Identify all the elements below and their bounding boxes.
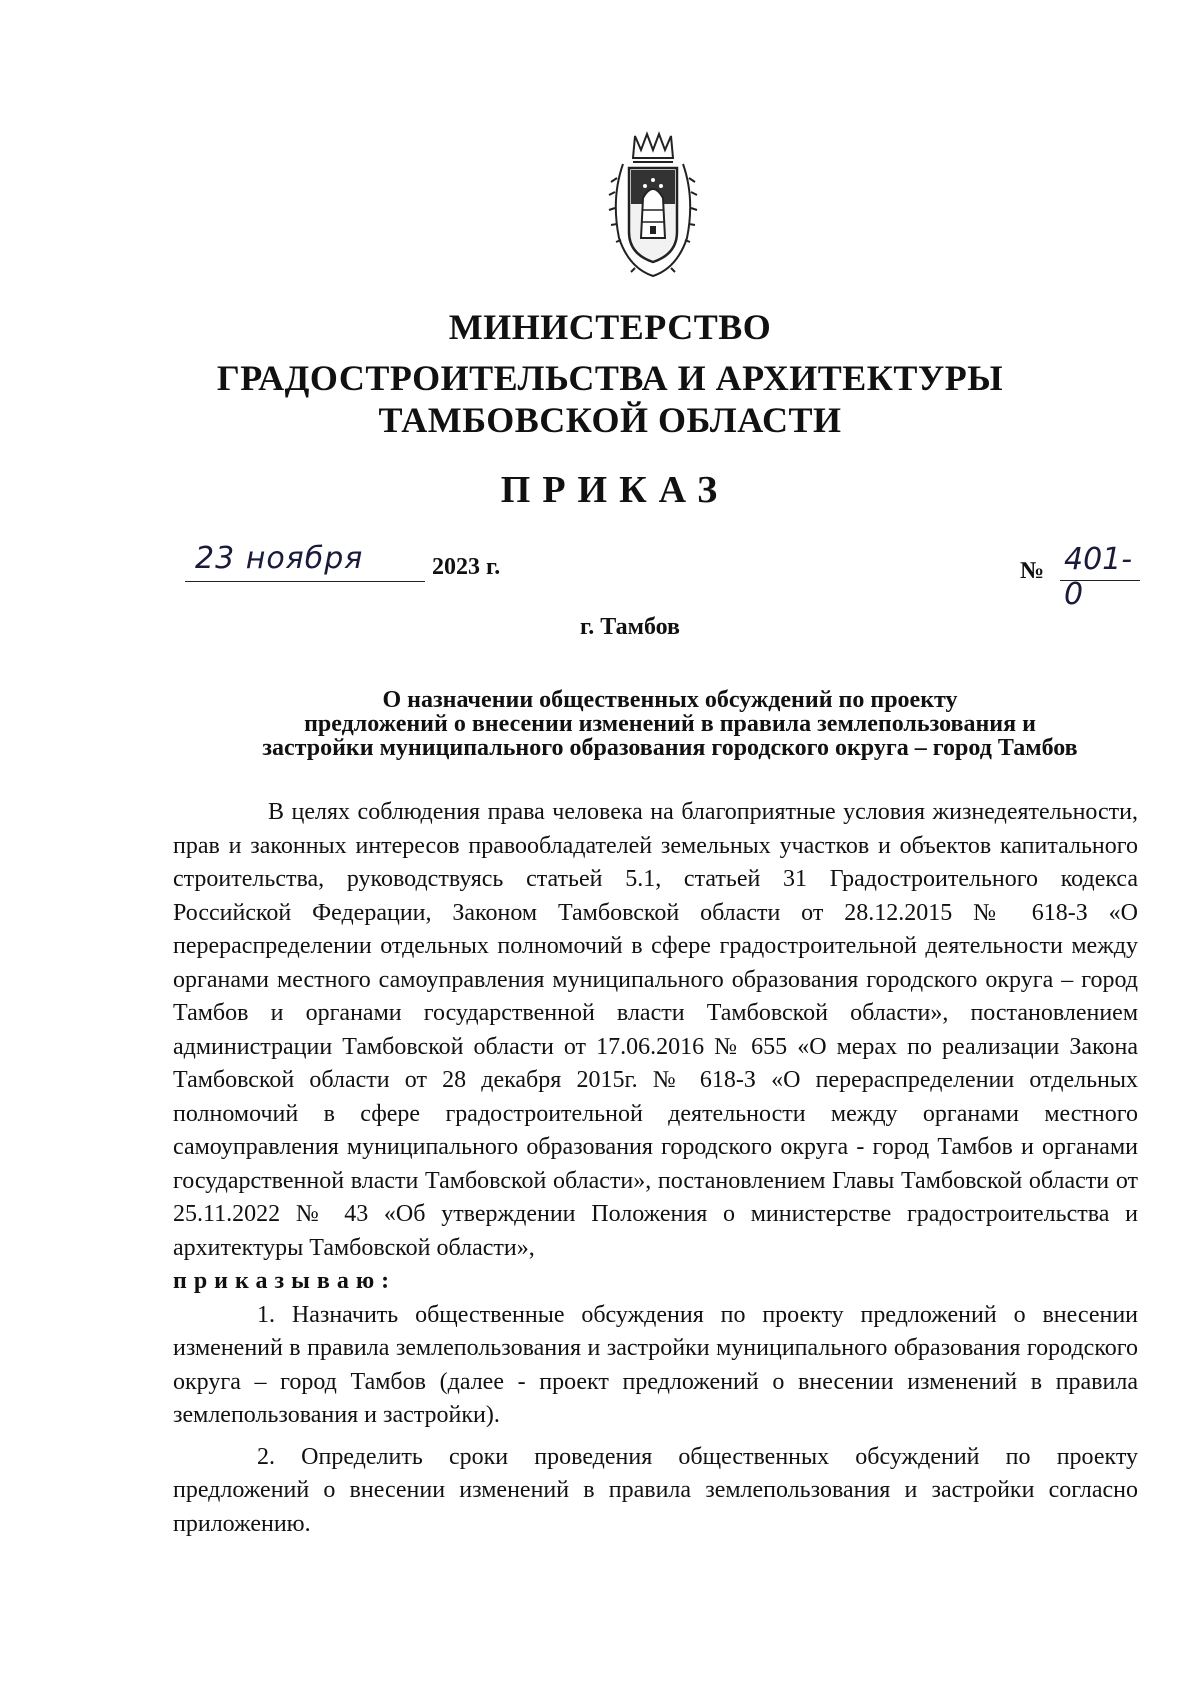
preamble-text: В целях соблюдения права человека на благоприятные условия жизнедеятельности, прав и законных интересов правообладателей земельных участков и объектов капитального строительства, руководствуясь статьей 5.1, статьей 31 Градостроительного кодекса Российской Федерации, Законом Тамбовской области от 28.12.2015 № 618-З «О перераспределении отдельных полномочий в сфере градостроительной деятельности между органами местного самоуправления муниципального образования городского округа – город Тамбов и органами государственной власти Тамбовской области», постановлением администрации Тамбовской области от 17.06.2016 № 655 «О мерах по реализации Закона Тамбовской области от 28 декабря 2015г. № 618-З «О перераспределении отдельных полномочий в сфере градостроительной деятельности между органами местного самоуправления муниципального образования городского округа - город Тамбов и органами государственной власти Тамбовской области», постановлением Главы Тамбовской области от 25.11.2022 № 43 «Об утверждении Положения о министерстве градостроительства и архитектуры Тамбовской области», <box>173 799 1138 1261</box>
order-title <box>180 688 1160 760</box>
number-label: № <box>1020 558 1045 584</box>
year-label: 2023 г. <box>432 554 501 580</box>
order-item-2: 2. Определить сроки проведения общественных обсуждений по проекту предложений о внесении изменений в правила землепользования и застройки согласно приложению. <box>173 1443 1138 1537</box>
ministry-name-line1: МИНИСТЕРСТВО <box>448 307 772 347</box>
city-label: г. Тамбов <box>580 614 680 640</box>
handwritten-number: 401-0 <box>1064 542 1133 612</box>
order-item-1: 1. Назначить общественные обсуждения по проекту предложений о внесении изменений в правила землепользования и застройки муниципального образования городского округа – город Тамбов (далее - проект предложений о внесении изменений в правила землепользования и застройки). <box>173 1301 1138 1428</box>
document-type-heading: ПРИКАЗ <box>500 469 730 511</box>
date-field <box>185 541 425 582</box>
order-word: приказываю: <box>173 1268 397 1294</box>
order-body <box>173 796 1138 1541</box>
number-field <box>1060 542 1140 612</box>
handwritten-date: 23 ноября <box>195 541 364 576</box>
preamble-paragraph <box>173 796 1138 1299</box>
ministry-name-line3: ТАМБОВСКОЙ ОБЛАСТИ <box>378 400 842 440</box>
coat-of-arms-icon <box>605 128 701 280</box>
ministry-name-line2: ГРАДОСТРОИТЕЛЬСТВА И АРХИТЕКТУРЫ <box>216 358 1004 398</box>
order-title-line3: застройки муниципального образования городского округа – город Тамбов <box>262 735 1078 761</box>
order-title-line1: О назначении общественных обсуждений по проекту <box>382 687 958 713</box>
order-title-line2: предложений о внесении изменений в правила землепользования и <box>304 711 1036 737</box>
